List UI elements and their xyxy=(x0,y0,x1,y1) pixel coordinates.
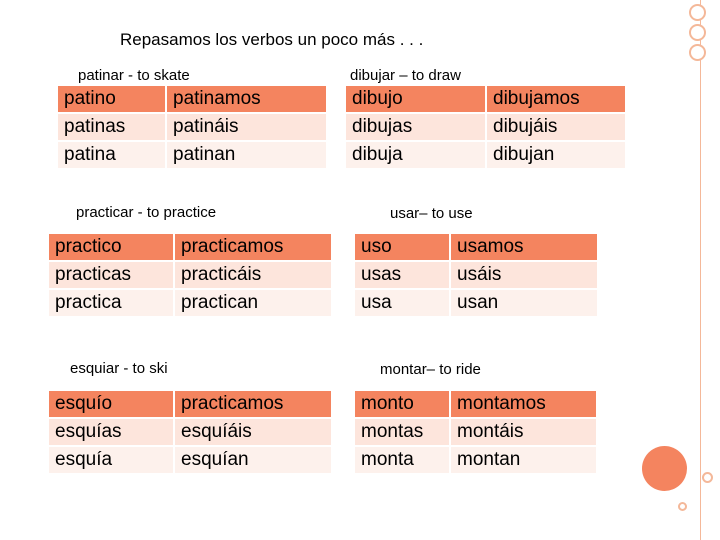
table-row xyxy=(355,447,596,473)
table-cell: esquío xyxy=(49,391,173,417)
table-row xyxy=(346,114,625,140)
table-cell: patináis xyxy=(167,114,326,140)
table-row xyxy=(49,419,331,445)
conjugation-table-dibujar xyxy=(344,84,627,170)
verb-label-dibujar: dibujar – to draw xyxy=(350,67,461,84)
table-cell: practicamos xyxy=(175,391,331,417)
table-row xyxy=(355,391,596,417)
table-row xyxy=(346,142,625,168)
table-cell: dibujamos xyxy=(487,86,625,112)
table-cell: practico xyxy=(49,234,173,260)
table-row xyxy=(49,290,331,316)
verb-label-usar: usar– to use xyxy=(390,205,473,222)
table-row xyxy=(49,391,331,417)
table-row xyxy=(58,114,326,140)
table-row xyxy=(355,419,596,445)
decorative-circle-large xyxy=(642,446,687,491)
conjugation-table-montar xyxy=(353,389,598,475)
table-row xyxy=(58,142,326,168)
table-cell: monto xyxy=(355,391,449,417)
table-cell: patino xyxy=(58,86,165,112)
slide-border-line xyxy=(700,0,701,540)
table-cell: patinamos xyxy=(167,86,326,112)
table-cell: monta xyxy=(355,447,449,473)
table-cell: montamos xyxy=(451,391,596,417)
table-cell: patinas xyxy=(58,114,165,140)
table-cell: practicáis xyxy=(175,262,331,288)
table-row xyxy=(58,86,326,112)
table-cell: practicamos xyxy=(175,234,331,260)
table-cell: esquías xyxy=(49,419,173,445)
table-cell: dibujan xyxy=(487,142,625,168)
decorative-circle xyxy=(689,24,706,41)
table-cell: usa xyxy=(355,290,449,316)
table-cell: patina xyxy=(58,142,165,168)
table-cell: montan xyxy=(451,447,596,473)
table-cell: montas xyxy=(355,419,449,445)
table-cell: patinan xyxy=(167,142,326,168)
table-cell: practican xyxy=(175,290,331,316)
table-cell: dibujo xyxy=(346,86,485,112)
table-cell: esquía xyxy=(49,447,173,473)
verb-label-esquiar: esquiar - to ski xyxy=(70,360,168,377)
table-cell: dibujas xyxy=(346,114,485,140)
table-cell: practicas xyxy=(49,262,173,288)
table-row xyxy=(346,86,625,112)
table-cell: dibujáis xyxy=(487,114,625,140)
verb-label-montar: montar– to ride xyxy=(380,361,481,378)
slide-title: Repasamos los verbos un poco más . . . xyxy=(120,30,424,49)
table-cell: usas xyxy=(355,262,449,288)
table-cell: montáis xyxy=(451,419,596,445)
table-row xyxy=(49,447,331,473)
table-cell: esquían xyxy=(175,447,331,473)
decorative-circle xyxy=(702,472,713,483)
decorative-circle xyxy=(689,4,706,21)
decorative-circle xyxy=(689,44,706,61)
conjugation-table-patinar xyxy=(56,84,328,170)
verb-label-patinar: patinar - to skate xyxy=(78,67,190,84)
table-cell: usamos xyxy=(451,234,597,260)
conjugation-table-practicar xyxy=(47,232,333,318)
verb-label-practicar: practicar - to practice xyxy=(76,204,217,221)
decorative-circle xyxy=(678,502,687,511)
table-cell: usáis xyxy=(451,262,597,288)
table-row xyxy=(49,262,331,288)
table-cell: esquíáis xyxy=(175,419,331,445)
table-row xyxy=(355,262,597,288)
table-cell: usan xyxy=(451,290,597,316)
table-row xyxy=(355,234,597,260)
table-cell: practica xyxy=(49,290,173,316)
table-cell: dibuja xyxy=(346,142,485,168)
conjugation-table-esquiar xyxy=(47,389,333,475)
conjugation-table-usar xyxy=(353,232,599,318)
table-row xyxy=(49,234,331,260)
table-row xyxy=(355,290,597,316)
table-cell: uso xyxy=(355,234,449,260)
